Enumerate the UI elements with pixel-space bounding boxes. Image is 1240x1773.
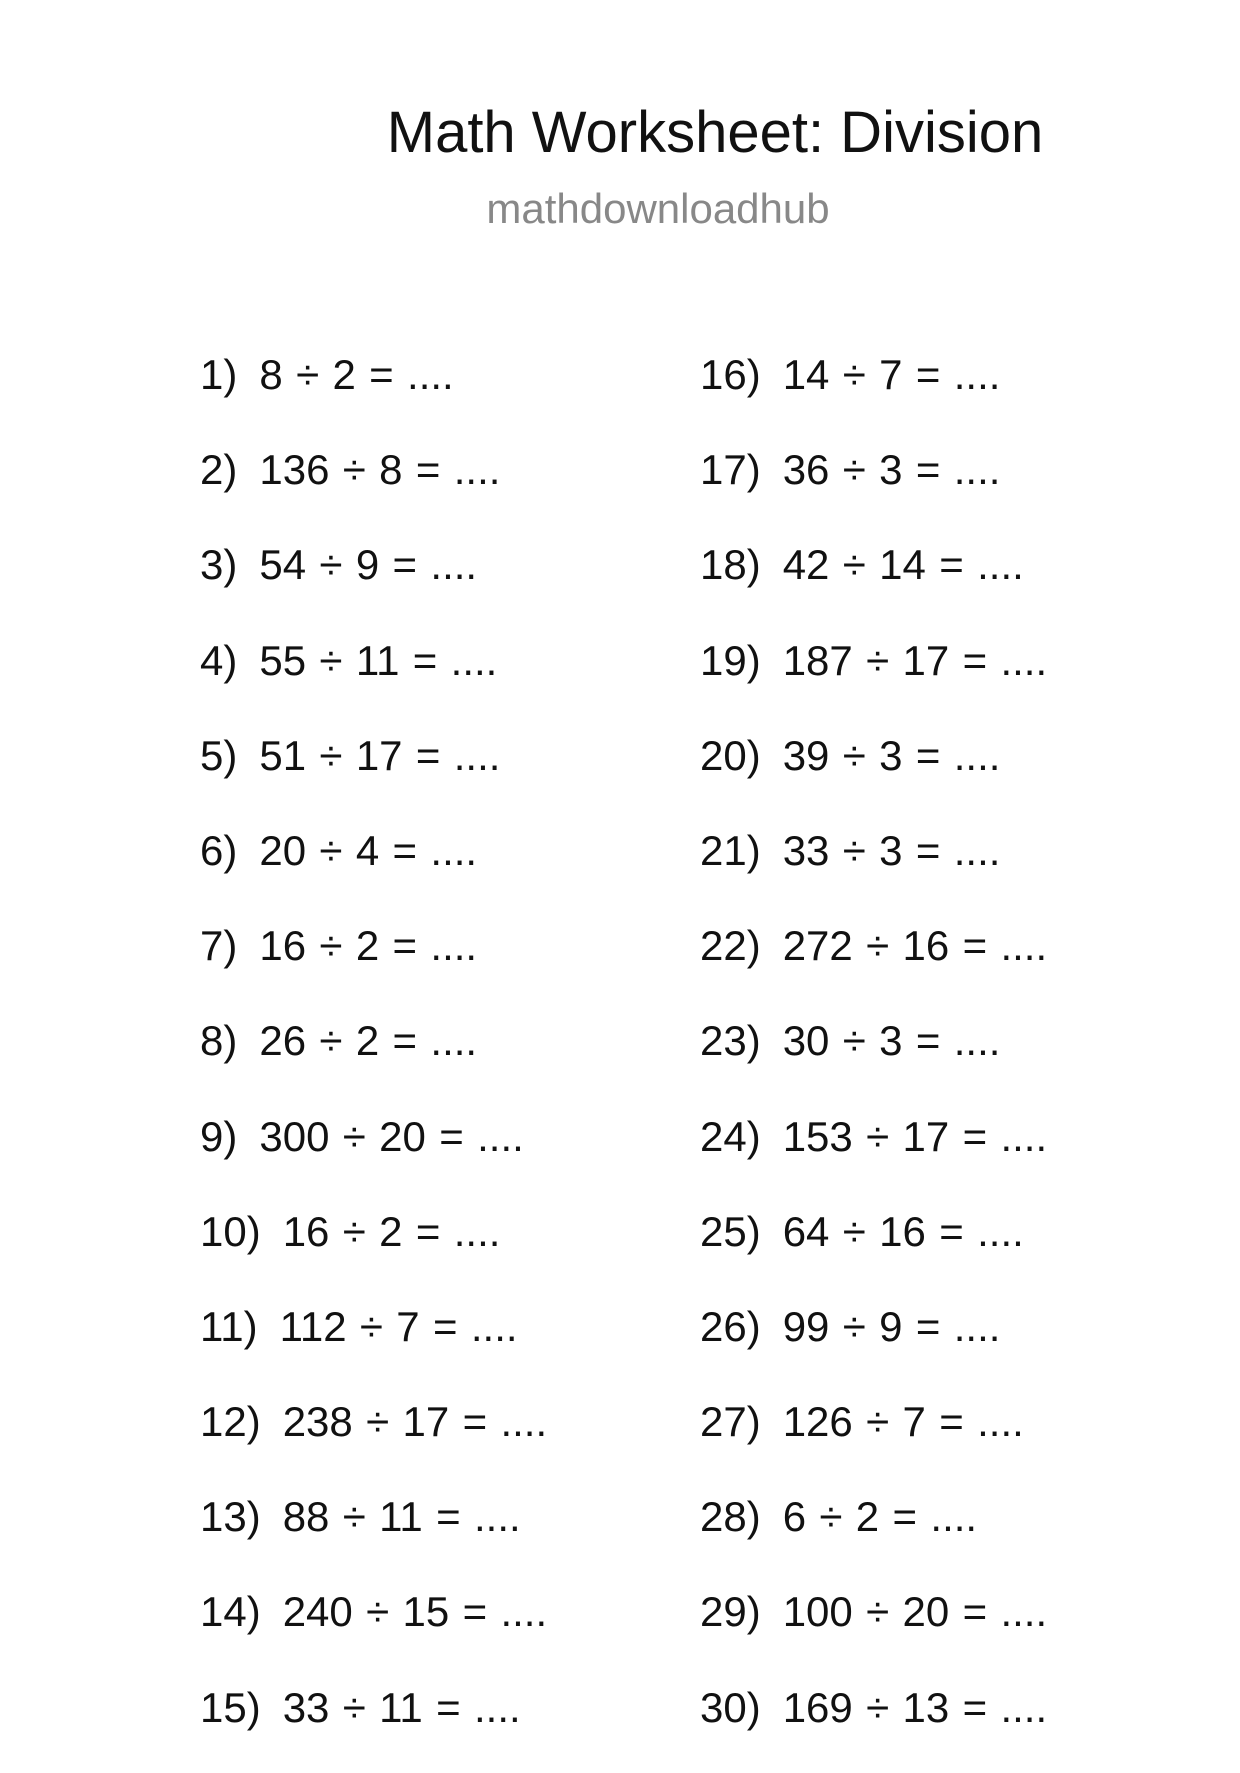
problem-item bbox=[700, 535, 1047, 630]
problem-item bbox=[200, 1582, 547, 1677]
problem-number: 13) bbox=[200, 1493, 261, 1541]
problem-text: 153 ÷ 17 = .... bbox=[782, 1112, 1048, 1160]
problem-number: 26) bbox=[700, 1302, 761, 1350]
problem-number: 23) bbox=[700, 1017, 761, 1065]
problem-number: 15) bbox=[200, 1683, 261, 1731]
problem-item bbox=[700, 1297, 1047, 1392]
problem-item bbox=[200, 1107, 547, 1202]
problem-text: 169 ÷ 13 = .... bbox=[782, 1683, 1048, 1731]
problem-item bbox=[700, 1202, 1047, 1297]
problem-text: 33 ÷ 3 = .... bbox=[782, 826, 1001, 874]
problem-column-left bbox=[200, 345, 547, 1773]
problem-item bbox=[200, 1392, 547, 1487]
problem-number: 10) bbox=[200, 1207, 261, 1255]
problem-number: 22) bbox=[700, 922, 761, 970]
problem-text: 20 ÷ 4 = .... bbox=[259, 826, 478, 874]
problem-item bbox=[700, 726, 1047, 821]
problem-text: 88 ÷ 11 = .... bbox=[282, 1493, 521, 1541]
problem-column-right bbox=[700, 345, 1047, 1773]
problem-text: 16 ÷ 2 = .... bbox=[259, 922, 478, 970]
problem-item bbox=[700, 1678, 1047, 1773]
problem-text: 100 ÷ 20 = .... bbox=[782, 1588, 1048, 1636]
problem-number: 29) bbox=[700, 1588, 761, 1636]
problem-item bbox=[700, 440, 1047, 535]
problem-text: 26 ÷ 2 = .... bbox=[259, 1017, 478, 1065]
problem-number: 20) bbox=[700, 731, 761, 779]
problem-item bbox=[700, 1582, 1047, 1677]
problem-item bbox=[700, 1011, 1047, 1106]
problem-text: 112 ÷ 7 = .... bbox=[279, 1302, 518, 1350]
problem-number: 7) bbox=[200, 922, 238, 970]
problem-text: 42 ÷ 14 = .... bbox=[782, 541, 1024, 589]
problem-text: 136 ÷ 8 = .... bbox=[259, 446, 501, 494]
problem-item bbox=[200, 916, 547, 1011]
problem-number: 30) bbox=[700, 1683, 761, 1731]
problem-number: 18) bbox=[700, 541, 761, 589]
problem-text: 6 ÷ 2 = .... bbox=[782, 1493, 978, 1541]
problem-text: 272 ÷ 16 = .... bbox=[782, 922, 1048, 970]
problem-item bbox=[200, 631, 547, 726]
problem-number: 1) bbox=[200, 351, 238, 398]
problem-text: 39 ÷ 3 = .... bbox=[782, 731, 1001, 779]
problem-text: 240 ÷ 15 = .... bbox=[282, 1588, 548, 1636]
problem-number: 16) bbox=[700, 351, 761, 398]
problem-item bbox=[200, 821, 547, 916]
problem-number: 17) bbox=[700, 446, 761, 494]
problem-number: 21) bbox=[700, 826, 761, 874]
worksheet-title: Math Worksheet: Division bbox=[386, 100, 1044, 165]
problem-text: 300 ÷ 20 = .... bbox=[259, 1112, 524, 1160]
problem-number: 12) bbox=[200, 1398, 261, 1446]
problem-item bbox=[200, 1297, 547, 1392]
problem-item bbox=[200, 535, 547, 630]
problem-item bbox=[700, 1107, 1047, 1202]
problem-item bbox=[700, 1487, 1047, 1582]
problem-number: 8) bbox=[200, 1017, 238, 1065]
problem-text: 187 ÷ 17 = .... bbox=[782, 636, 1048, 684]
problem-number: 5) bbox=[200, 731, 238, 779]
problem-item bbox=[700, 345, 1047, 440]
problem-number: 9) bbox=[200, 1112, 238, 1160]
problem-number: 11) bbox=[200, 1302, 258, 1350]
problem-text: 8 ÷ 2 = .... bbox=[259, 351, 454, 398]
problem-item bbox=[200, 1202, 547, 1297]
problem-number: 14) bbox=[200, 1588, 261, 1636]
problem-item bbox=[200, 726, 547, 821]
problem-item bbox=[700, 916, 1047, 1011]
problem-number: 25) bbox=[700, 1207, 761, 1255]
problem-number: 19) bbox=[700, 636, 761, 684]
problem-text: 30 ÷ 3 = .... bbox=[782, 1017, 1001, 1065]
problem-text: 238 ÷ 17 = .... bbox=[282, 1398, 548, 1446]
worksheet-subtitle: mathdownloadhub bbox=[486, 185, 830, 232]
problem-number: 3) bbox=[200, 541, 238, 589]
problem-number: 4) bbox=[200, 636, 238, 684]
problem-item bbox=[700, 1392, 1047, 1487]
problem-number: 2) bbox=[200, 446, 238, 494]
problem-item bbox=[200, 345, 547, 440]
problem-number: 28) bbox=[700, 1493, 761, 1541]
problem-item bbox=[200, 440, 547, 535]
problem-text: 16 ÷ 2 = .... bbox=[282, 1207, 501, 1255]
problem-text: 55 ÷ 11 = .... bbox=[259, 636, 498, 684]
problem-number: 27) bbox=[700, 1398, 761, 1446]
problem-text: 126 ÷ 7 = .... bbox=[782, 1398, 1024, 1446]
problem-item bbox=[700, 821, 1047, 916]
problem-item bbox=[200, 1011, 547, 1106]
problem-text: 99 ÷ 9 = .... bbox=[782, 1302, 1001, 1350]
problem-text: 36 ÷ 3 = .... bbox=[782, 446, 1001, 494]
problem-item bbox=[200, 1487, 547, 1582]
problem-item bbox=[700, 631, 1047, 726]
problem-text: 33 ÷ 11 = .... bbox=[282, 1683, 521, 1731]
problem-number: 6) bbox=[200, 826, 238, 874]
problem-item bbox=[200, 1678, 547, 1773]
problem-text: 14 ÷ 7 = .... bbox=[782, 351, 1001, 398]
problem-text: 64 ÷ 16 = .... bbox=[782, 1207, 1024, 1255]
problem-text: 54 ÷ 9 = .... bbox=[259, 541, 478, 589]
problem-text: 51 ÷ 17 = .... bbox=[259, 731, 501, 779]
problem-number: 24) bbox=[700, 1112, 761, 1160]
